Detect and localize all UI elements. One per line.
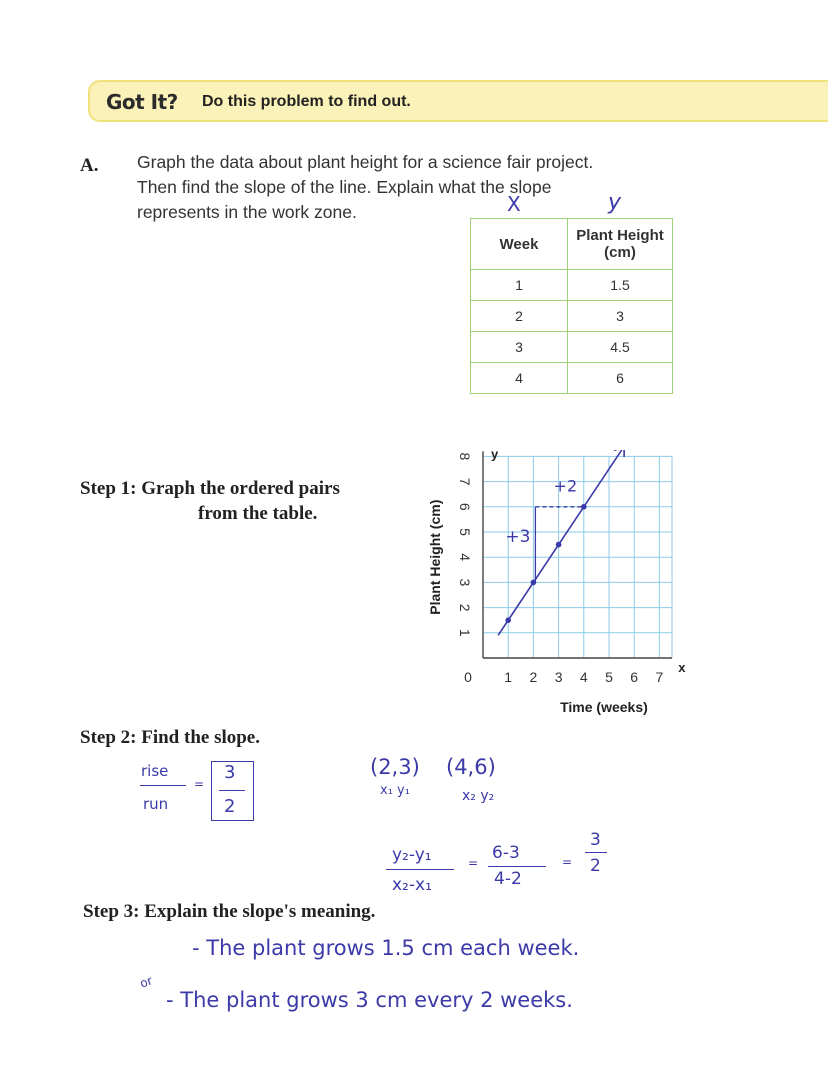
step3-title: Step 3: Explain the slope's meaning. <box>83 901 376 922</box>
table-cell: 1 <box>471 270 568 301</box>
table-cell: 2 <box>471 301 568 332</box>
or-note: or <box>137 973 155 991</box>
run-annotation: +2 <box>553 476 578 496</box>
run-label: run <box>143 795 169 813</box>
calc-fraction-bar <box>488 866 546 867</box>
header-plant-height-unit: (cm) <box>604 244 636 261</box>
data-table <box>470 218 673 394</box>
table-cell: 1.5 <box>568 270 673 301</box>
table-row <box>471 270 673 301</box>
formula-fraction-bar <box>386 869 454 870</box>
calc-numerator: 6-3 <box>492 843 520 863</box>
x-axis-letter: x <box>678 660 686 675</box>
x-tick-label: 3 <box>554 669 563 685</box>
data-point <box>556 542 562 548</box>
banner-instruction: Do this problem to find out. <box>202 93 411 110</box>
equals-sign: = <box>194 777 205 791</box>
x-axis-label: Time (weeks) <box>560 699 648 715</box>
formula-equals-1: = <box>468 856 479 870</box>
formula-denominator: x₂-x₁ <box>392 875 432 895</box>
formula-equals-2: = <box>562 855 573 869</box>
explanation-line-1: - The plant grows 1.5 cm each week. <box>192 936 580 960</box>
rise-annotation: +3 <box>505 527 531 548</box>
data-point <box>505 617 511 623</box>
table-cell: 6 <box>568 363 673 394</box>
x-tick-label: 7 <box>655 669 664 685</box>
result-fraction-bar <box>585 852 607 853</box>
step1-title: Step 1: Graph the ordered pairs <box>80 478 340 499</box>
y-tick-label: 6 <box>457 502 473 511</box>
x-tick-label: 5 <box>605 669 613 685</box>
y-axis-letter: y <box>491 450 499 462</box>
plant-height-graph <box>400 450 820 740</box>
handwritten-x-mark: X <box>507 192 521 216</box>
y-tick-label: 5 <box>457 528 473 536</box>
problem-label: A. <box>80 155 99 176</box>
data-point <box>581 504 587 510</box>
problem-line-3: represents in the work zone. <box>137 202 357 222</box>
pair-1-subscripts: x₁ y₁ <box>380 783 410 798</box>
table-header-row <box>471 219 673 270</box>
y-tick-label: 1 <box>457 628 473 637</box>
explanation-line-2: - The plant grows 3 cm every 2 weeks. <box>166 988 573 1012</box>
result-denominator: 2 <box>590 856 601 876</box>
graph-axes <box>483 451 672 658</box>
rise-label: rise <box>141 762 169 780</box>
problem-line-1: Graph the data about plant height for a science fair project. <box>137 152 594 172</box>
answer-denominator: 2 <box>224 796 236 817</box>
ordered-pair-1: (2,3) <box>370 755 420 779</box>
table-row <box>471 363 673 394</box>
header-week: Week <box>471 219 568 270</box>
x-tick-label: 4 <box>579 669 588 685</box>
result-numerator: 3 <box>590 830 601 850</box>
step2-title: Step 2: Find the slope. <box>80 727 260 748</box>
table-cell: 3 <box>471 332 568 363</box>
y-tick-label: 3 <box>457 578 473 587</box>
answer-numerator: 3 <box>224 762 236 783</box>
y-tick-label: 7 <box>457 477 473 486</box>
calc-denominator: 4-2 <box>494 869 522 889</box>
x-tick-label: 2 <box>529 669 538 685</box>
x-tick-label: 1 <box>504 669 513 685</box>
header-plant-height-label: Plant Height <box>576 227 664 244</box>
y-tick-label: 4 <box>457 553 473 562</box>
y-tick-label: 2 <box>457 603 473 612</box>
problem-line-2: Then find the slope of the line. Explain what the slope <box>137 177 552 197</box>
got-it-title: Got It? <box>106 90 178 114</box>
origin-label: 0 <box>464 669 472 685</box>
handwritten-y-mark: y <box>608 190 622 215</box>
table-row <box>471 332 673 363</box>
rise-run-fraction-bar <box>140 785 186 786</box>
step1-subtitle: from the table. <box>198 503 318 524</box>
pair-2-subscripts: x₂ y₂ <box>462 788 495 804</box>
y-axis-label: Plant Height (cm) <box>427 499 443 615</box>
table-cell: 4.5 <box>568 332 673 363</box>
answer-fraction-bar <box>219 790 245 791</box>
ordered-pair-2: (4,6) <box>446 755 496 779</box>
formula-numerator: y₂-y₁ <box>392 845 432 865</box>
graph-grid <box>483 456 672 658</box>
got-it-banner <box>88 80 828 122</box>
table-cell: 3 <box>568 301 673 332</box>
table-row <box>471 301 673 332</box>
y-tick-label: 8 <box>457 452 473 461</box>
x-tick-label: 6 <box>630 669 639 685</box>
header-plant-height <box>568 219 673 270</box>
table-cell: 4 <box>471 363 568 394</box>
